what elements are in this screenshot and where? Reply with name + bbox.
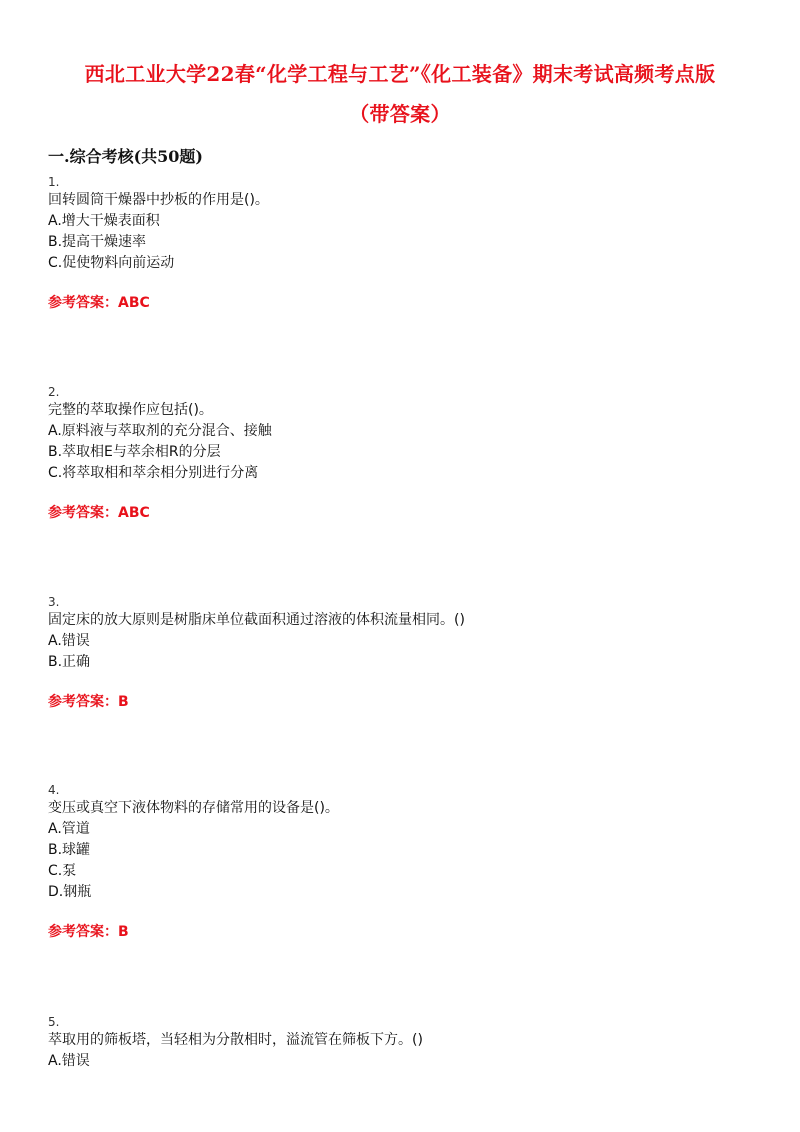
question-stem: 萃取用的筛板塔，当轻相为分散相时，溢流管在筛板下方。() bbox=[48, 1032, 423, 1048]
question-1 bbox=[48, 174, 768, 312]
option-a: A.错误 bbox=[48, 1053, 90, 1069]
option-b: B.萃取相E与萃余相R的分层 bbox=[48, 444, 221, 460]
answer-value: B bbox=[118, 694, 129, 710]
answer-label: 参考答案： bbox=[48, 295, 118, 311]
answer-label: 参考答案： bbox=[48, 694, 118, 710]
section-heading: 一.综合考核(共50题) bbox=[48, 147, 203, 166]
question-stem: 回转圆筒干燥器中抄板的作用是()。 bbox=[48, 192, 269, 208]
question-number: 2. bbox=[48, 385, 60, 399]
option-b: B.球罐 bbox=[48, 842, 91, 858]
option-a: A.原料液与萃取剂的充分混合、接触 bbox=[48, 423, 272, 439]
answer-line bbox=[48, 923, 768, 941]
question-number: 4. bbox=[48, 783, 60, 797]
question-number: 1. bbox=[48, 175, 60, 189]
option-c: C.将萃取相和萃余相分别进行分离 bbox=[48, 465, 259, 481]
option-b: B.提高干燥速率 bbox=[48, 234, 147, 250]
answer-value: B bbox=[118, 924, 129, 940]
question-stem: 完整的萃取操作应包括()。 bbox=[48, 402, 213, 418]
question-2 bbox=[48, 384, 768, 522]
answer-value: ABC bbox=[118, 505, 150, 521]
answer-line bbox=[48, 294, 768, 312]
page-title-line2: （带答案） bbox=[349, 102, 451, 126]
option-b: B.正确 bbox=[48, 654, 91, 670]
question-number: 3. bbox=[48, 595, 60, 609]
question-number: 5. bbox=[48, 1015, 60, 1029]
option-c: C.促使物料向前运动 bbox=[48, 255, 175, 271]
option-a: A.增大干燥表面积 bbox=[48, 213, 160, 229]
question-3 bbox=[48, 594, 768, 711]
page-title-line1: 西北工业大学22春“化学工程与工艺”《化工装备》期末考试高频考点版 bbox=[84, 62, 716, 86]
answer-line bbox=[48, 693, 768, 711]
answer-line bbox=[48, 504, 768, 522]
answer-label: 参考答案： bbox=[48, 505, 118, 521]
option-d: D.钢瓶 bbox=[48, 884, 92, 900]
question-4 bbox=[48, 782, 768, 941]
option-a: A.管道 bbox=[48, 821, 90, 837]
question-5 bbox=[48, 1014, 768, 1072]
answer-value: ABC bbox=[118, 295, 150, 311]
answer-label: 参考答案： bbox=[48, 924, 118, 940]
question-stem: 固定床的放大原则是树脂床单位截面积通过溶液的体积流量相同。() bbox=[48, 612, 465, 628]
option-c: C.泵 bbox=[48, 863, 77, 879]
option-a: A.错误 bbox=[48, 633, 90, 649]
question-stem: 变压或真空下液体物料的存储常用的设备是()。 bbox=[48, 800, 339, 816]
